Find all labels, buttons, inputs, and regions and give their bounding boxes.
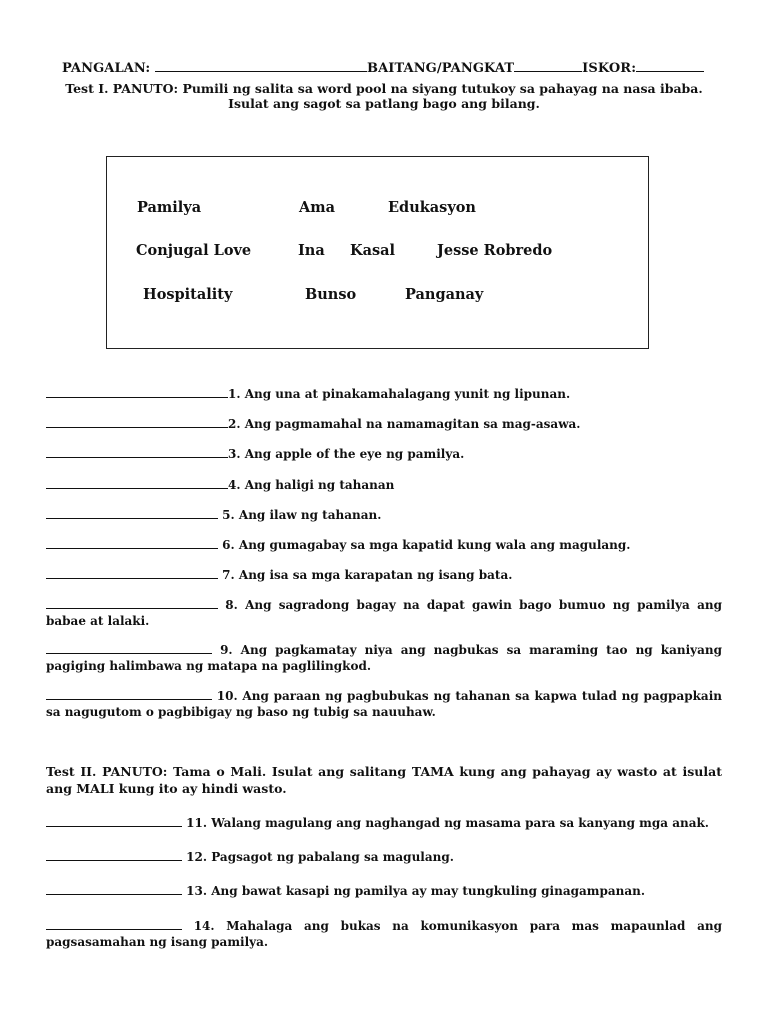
question-7 [46,567,722,583]
test2-instruction: Test II. PANUTO: Tama o Mali. Isulat ang salitang TAMA kung ang pahayag ay wasto at isulat ang MALI kung ito ay hindi wasto. [46,764,722,796]
question-text: 12. Pagsagot ng pabalang sa magulang. [182,850,454,864]
word-ina: Ina [298,242,325,259]
question-1 [46,386,722,402]
answer-blank[interactable] [46,643,212,654]
answer-blank[interactable] [46,568,218,579]
question-14 [46,918,722,950]
word-bunso: Bunso [305,286,357,303]
question-10 [46,688,722,720]
answer-blank[interactable] [46,478,228,489]
question-6 [46,537,722,553]
question-text: 4. Ang haligi ng tahanan [228,478,395,492]
question-text: 10. Ang paraan ng pagbubukas ng tahanan sa kapwa tulad ng pagpapkain sa nagugutom o pagbibigay ng baso ng tubig sa nauuhaw. [46,689,722,719]
answer-blank[interactable] [46,816,182,827]
answer-blank[interactable] [46,598,218,609]
answer-blank[interactable] [46,387,228,398]
answer-blank[interactable] [46,689,212,700]
question-13 [46,883,722,899]
name-blank[interactable] [155,70,367,72]
question-text: 6. Ang gumagabay sa mga kapatid kung wala ang magulang. [218,538,631,552]
header-line [62,61,722,76]
grade-blank[interactable] [514,70,582,72]
question-text: 7. Ang isa sa mga karapatan ng isang bata. [218,568,513,582]
word-jesse-robredo: Jesse Robredo [437,242,553,259]
answer-blank[interactable] [46,447,228,458]
word-pool-box [106,156,649,349]
word-panganay: Panganay [405,286,484,303]
question-9 [46,642,722,674]
word-hospitality: Hospitality [143,286,233,303]
question-text: 2. Ang pagmamahal na namamagitan sa mag-asawa. [228,417,581,431]
question-text: 13. Ang bawat kasapi ng pamilya ay may tungkuling ginagampanan. [182,884,646,898]
score-blank[interactable] [636,70,704,72]
question-3 [46,446,722,462]
answer-blank[interactable] [46,508,218,519]
word-ama: Ama [299,199,335,216]
question-5 [46,507,722,523]
answer-blank[interactable] [46,538,218,549]
name-label: PANGALAN: [62,61,151,76]
answer-blank[interactable] [46,919,182,930]
question-text: 14. Mahalaga ang bukas na komunikasyon para mas mapaunlad ang pagsasamahan ng isang pamilya. [46,919,722,949]
test1-instruction: Test I. PANUTO: Pumili ng salita sa word pool na siyang tutukoy sa pahayag na nasa ibaba. Isulat ang sagot sa patlang bago ang bilang. [65,81,703,111]
word-kasal: Kasal [350,242,396,259]
question-text: 8. Ang sagradong bagay na dapat gawin bago bumuo ng pamilya ang babae at lalaki. [46,598,722,628]
word-pamilya: Pamilya [137,199,202,216]
grade-label: BAITANG/PANGKAT [366,61,515,76]
answer-blank[interactable] [46,417,228,428]
question-text: 3. Ang apple of the eye ng pamilya. [228,447,465,461]
question-12 [46,849,722,865]
question-text: 5. Ang ilaw ng tahanan. [218,508,382,522]
question-11 [46,815,722,831]
word-edukasyon: Edukasyon [388,199,476,216]
question-text: 9. Ang pagkamatay niya ang nagbukas sa maraming tao ng kaniyang pagiging halimbawa ng matapa na paglilingkod. [46,643,722,673]
score-label: ISKOR: [582,61,637,76]
word-conjugal-love: Conjugal Love [136,242,252,259]
question-text: 11. Walang magulang ang naghangad ng masama para sa kanyang mga anak. [182,816,709,830]
question-2 [46,416,722,432]
answer-blank[interactable] [46,884,182,895]
answer-blank[interactable] [46,850,182,861]
question-8 [46,597,722,629]
question-text: 1. Ang una at pinakamahalagang yunit ng lipunan. [228,387,571,401]
question-4 [46,477,722,493]
